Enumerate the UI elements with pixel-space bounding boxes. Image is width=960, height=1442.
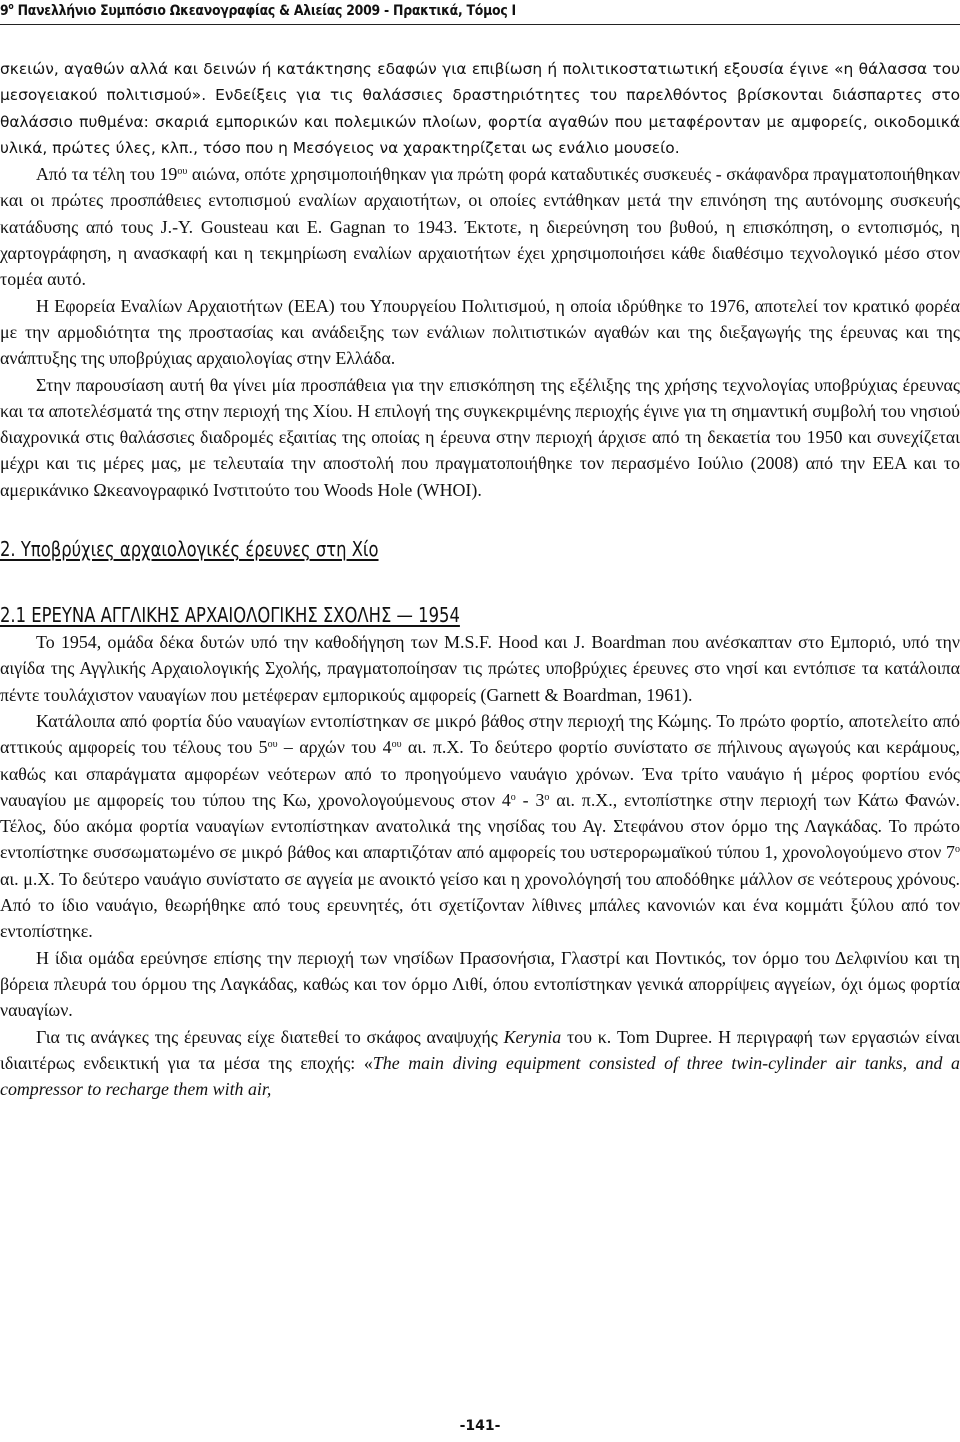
paragraph-1954-survey: Το 1954, ομάδα δέκα δυτών υπό την καθοδήγηση των M.S.F. Hood και J. Boardman που ανέσκαπταν στο Εμποριό, υπό την αιγίδα της Αγγλικής Αρχαιολογικής Σχολής, πραγματοποίησαν τις πρώτες υποβρύχιες έρευνες στο νησί και εντόπισε τα κατάλοιπα πέντε τουλάχιστον ναυαγίων που μετέφεραν εμπορικούς αμφορείς (Garnett & Boardman, 1961).: [0, 632, 960, 705]
page-body: [0, 56, 960, 1102]
running-header: [0, 0, 826, 22]
paragraph-equipment: Για τις ανάγκες της έρευνας είχε διατεθεί το σκάφος αναψυχής Kerynia του κ. Tom Dupree. Η περιγραφή των εργασιών είναι ιδιαιτέρως ενδεικτική για τα μέσα της εποχής: «The main diving equipment consisted of three twin-cylinder air tanks, and a compressor to recharge them with air,: [0, 1026, 960, 1100]
paragraph-intro-continued: σκειών, αγαθών αλλά και δεινών ή κατάκτησης εδαφών για επιβίωση ή πολιτικοστατιωτική εξουσία έγινε «η θάλασσα του μεσογειακού πολιτισμού». Ενδείξεις για τις θαλάσσιες δραστηριότητες του παρελθόντος βρίσκονται διάσπαρτες στο θαλάσσιο πυθμένα: σκαριά εμπορικών και πολεμικών πλοίων, φορτία αγαθών που μεταφέρονταν με αμφορείς, οικοδομικά υλικά, πρώτες ύλες, κλπ., τόσο που η Μεσόγειος να χαρακτηρίζεται ως ενάλιο μουσείο.: [0, 60, 960, 157]
paragraph-eea: Η Εφορεία Εναλίων Αρχαιοτήτων (ΕΕΑ) του Υπουργείου Πολιτισμού, η οποία ιδρύθηκε το 1976, αποτελεί τον κρατικό φορέα με την αρμοδιότητα της προστασίας και ανάδειξης των ενάλιων πολιτιστικών αγαθών και της διεξαγωγής της έρευνας και της ανάπτυξης της υποβρύχιας αρχαιολογίας στην Ελλάδα.: [0, 295, 960, 369]
paragraph-diving-history: Από τα τέλη του $19^{o\upsilon}$ αιώνα, οπότε χρησιμοποιήθηκαν για πρώτη φορά καταδυτικές συσκευές - σκάφανδρα πραγματοποιήθηκαν και οι πρώτες προσπάθειες εντοπισμού εναλίων αρχαιοτήτων, οι οποίες εντάθηκαν μετά την επινόηση της αυτόνομης συσκευής κατάδυσης από τους J.-Y. Gousteau και E. Gagnan το 1943. Έκτοτε, η διερεύνηση του βυθού, η επισκόπηση, ο εντοπισμός, η χαρτογράφηση, η ανασκαφή και η τεκμηρίωση εναλίων αρχαιοτήτων έχει χρησιμοποιήσει κάθε διαθέσιμο τεχνολογικό μέσο στον τομέα αυτό.: [0, 164, 960, 290]
header-edition-sup: ο: [8, 2, 14, 12]
header-rule: [0, 24, 960, 25]
paragraph-presentation-aim: Στην παρουσίαση αυτή θα γίνει μία προσπάθεια για την επισκόπηση της εξέλιξης της χρήσης τεχνολογίας υποβρύχιας έρευνας και τα αποτελέσματά της στην περιοχή της Χίου. Η επιλογή της συγκεκριμένης περιοχής έγινε για τη σημαντική συμβολή του νησιού διαχρονικά στις θαλάσσιες διαδρομές εξαιτίας της οποίας η έρευνα στην περιοχή άρχισε από τη δεκαετία του 1950 και συνεχίζεται μέχρι και τις μέρες μας, με τελευταία την αποστολή που πραγματοποιήθηκε τον περασμένο Ιούλιο (2008) από την ΕΕΑ και το αμερικάνικο Ωκεανογραφικό Ινστιτούτο του Woods Hole (WHOI).: [0, 374, 960, 500]
page-number: -141-: [459, 1418, 501, 1434]
paragraph-islets-survey: Η ίδια ομάδα ερεύνησε επίσης την περιοχή των νησίδων Πρασονήσια, Γλαστρί και Ποντικός, τον όρμο του Δελφινίου και τη βόρεια πλευρά του όρμου της Λαγκάδας, καθώς και τον όρμο Λιθί, όπου εντοπίστηκαν γενικά απορρίψεις αγγείων, όχι όμως φορτία ναυαγίων.: [0, 947, 960, 1021]
header-title: Πανελλήνιο Συμπόσιο Ωκεανογραφίας & Αλιείας 2009 - Πρακτικά, Τόμος I: [17, 3, 516, 19]
paragraph-shipwrecks: Κατάλοιπα από φορτία δύο ναυαγίων εντοπίστηκαν σε μικρό βάθος στην περιοχή της Κώμης. Το πρώτο φορτίο, αποτελείτο από αττικούς αμφορείς του τέλους του $5^{o\upsilon}$ – αρχών του $4^{o\upsilon}$ αι. π.Χ. Το δεύτερο φορτίο συνίστατο σε πήλινους αγωγούς και κεράμους, καθώς και σπαράγματα αμφορέων νεότερων από το προηγούμενο ναυάγιο χρόνων. Ένα τρίτο ναυάγιο ή μέρος φορτίου ενός ναυαγίου με αμφορείς του τύπου της Κω, χρονολογούμενους στον $4^o - 3^o$ αι. π.Χ., εντοπίστηκε στην περιοχή των Κάτω Φανών. Τέλος, δύο ακόμα φορτία ναυαγίων εντοπίστηκαν ανατολικά της νησίδας του Αγ. Στεφάνου στον όρμο της Λαγκάδας. Το πρώτο εντοπίστηκε συσσωματωμένο σε μικρό βάθος και απαρτιζόταν από αμφορείς του υστερορωμαϊκού τύπου 1, χρονολογούμενο στον $7^o$ αι. μ.Χ. Το δεύτερο ναυάγιο συνίστατο σε αγγεία με ανοικτό γείσο και η χρονολόγησή του αποδόθηκε μάλλον σε νεότερους χρόνους. Από το ίδιο ναυάγιο, θεωρήθηκε από τους ερευνητές, ότι σχετίζονταν λίθινες μπάλες κανονιών και ένα κομμάτι ξύλου από τον εντοπίστηκε.: [0, 710, 960, 942]
section-heading: 2. Υποβρύχιες αρχαιολογικές έρευνες στη Χίο: [0, 537, 379, 562]
header-edition-number: 9: [0, 3, 9, 19]
subsection-heading: 2.1 ΕΡΕΥΝΑ ΑΓΓΛΙΚΗΣ ΑΡΧΑΙΟΛΟΓΙΚΗΣ ΣΧΟΛΗΣ — 1954: [0, 603, 460, 628]
